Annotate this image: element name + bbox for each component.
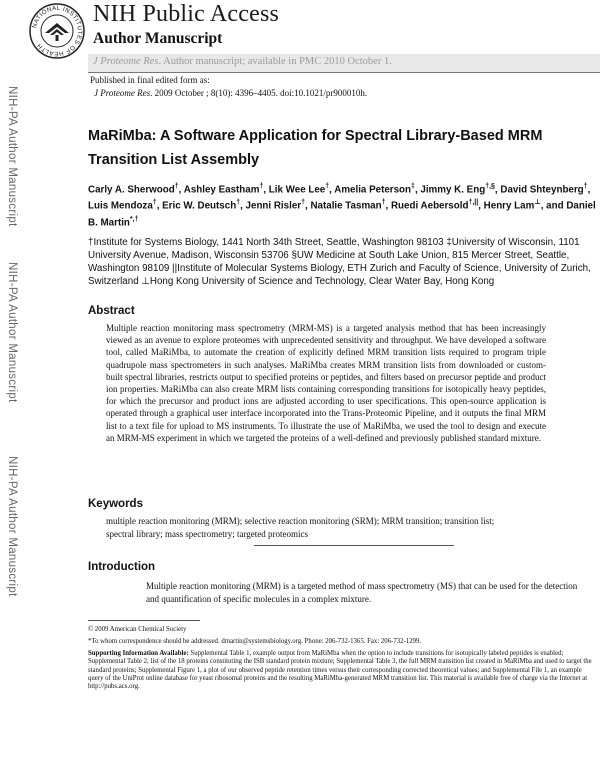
author-affiliation-marker: † [152,199,157,207]
author-name: Ashley Eastham [183,184,260,196]
keywords-heading: Keywords [88,498,143,510]
author-name: Daniel B. Martin [88,200,596,228]
supporting-info-label: Supporting Information Available: [88,650,189,657]
author-name: Lik Wee Lee [268,184,326,196]
author-affiliation-marker: *,† [129,215,139,223]
author-affiliation-marker: †,§ [485,183,495,190]
author-name: Luis Mendoza [88,200,153,212]
introduction-text: Multiple reaction monitoring (MRM) is a targeted method of mass spectrometry (MS) that can be used for the detection and quantification of specific molecules in a complex mixture. [146,581,578,604]
author-affiliation-marker: † [174,183,179,190]
author-name: Jenni Risler [245,200,302,212]
nih-seal-logo [28,2,86,60]
author-affiliation-marker: † [325,183,330,190]
citation-journal: J Proteome Res [94,88,151,98]
author-name: Eric W. Deutsch [162,200,237,212]
nih-public-access-title: NIH Public Access [93,1,280,27]
author-affiliation-marker: ‡ [411,183,415,190]
introduction-heading: Introduction [88,561,156,573]
affiliations: †Institute for Systems Biology, 1441 North 34th Street, Seattle, Washington 98103 ‡University of Wisconsin, 1101 University Avenue, Madison, Wisconsin 53706 §UW Medicine at South Lake Union, 815 Mercer Street, Seattle, Washington 98109 ||Institute of Molecular Systems Biology, ETH Zurich and Faculty of Science, University of Zurich, Switzerland ⊥Hong Kong University of Science and Technology, Clear Water Bay, Hong Kong [88,237,591,287]
author-name: Henry Lam [483,200,535,212]
citation-details: . 2009 October ; 8(10): 4396–4405. doi:10.1021/pr900010h. [150,88,368,98]
author-list: Carly A. Sherwood†, Ashley Eastham†, Lik Wee Lee†, Amelia Peterson‡, Jimmy K. Eng†,§, David Shteynberg†, Luis Mendoza†, Eric W. Deutsch†, Jenni Risler†, Natalie Tasman†, Ruedi Aebersold†,||, Henry Lam⊥, and Daniel B. Martin*,† [88,183,596,228]
author-affiliation-marker: † [381,199,386,207]
author-name: Carly A. Sherwood [88,184,175,196]
author-name: Jimmy K. Eng [420,184,486,196]
author-name: Natalie Tasman [310,200,382,212]
side-label-bottom: NIH-PA Author Manuscript [6,456,18,597]
author-manuscript-label: Author Manuscript [93,30,223,47]
author-affiliation-marker: † [259,183,264,190]
supporting-info-text: Supplemental Table 1, example output from MaRiMba when the option to include transitions for isotopically labeled peptides is enabled; Supplemental Table 2, list of the 18 proteins constituting the ISB standard protein mixture; Supplemental Table 3, the full MRM transition list created in MaRiMba and used to target the standard proteins; Supplemental Figure 1, a plot of our observed peptide retention times versus their corresponding corrected theoretical values; and Supplemental File 1, an example query of the UniProt online database for yeast ribosomal proteins and the resulting MaRiMba-generated MRM transition list. This material is available free of charge via the Internet at http://pubs.acs.org. [88,650,592,691]
author-affiliation-marker: † [583,183,588,190]
author-name: Amelia Peterson [334,184,412,196]
header-divider [88,72,600,73]
copyright-note: © 2009 American Chemical Society [88,626,187,633]
author-affiliation-marker: †,|| [468,199,479,207]
side-label-middle: NIH-PA Author Manuscript [6,262,18,403]
abstract-heading: Abstract [88,305,135,317]
paper-title: MaRiMba: A Software Application for Spectral Library-Based MRM Transition List Assembly [88,128,543,168]
citation-line [94,88,367,98]
keywords-divider [254,545,454,546]
published-label: Published in final edited form as: [90,75,210,85]
availability-bar [88,54,600,72]
author-name: Ruedi Aebersold [390,200,469,212]
supporting-info-note [88,650,598,691]
footnote-divider [88,620,200,621]
keywords-text: multiple reaction monitoring (MRM); selective reaction monitoring (SRM); MRM transition; transition list; spectral library; mass spectrometry; targeted proteomics [106,516,495,539]
author-affiliation-marker: † [236,199,241,207]
correspondence-note: *To whom correspondence should be addressed. dmartin@systemsbiology.org. Phone: 206-732-1365. Fax: 206-732-1299. [88,638,422,645]
author-affiliation-marker: ⊥ [534,199,541,207]
author-name: David Shteynberg [500,184,584,196]
availability-text: J Proteome Res. Author manuscript; available in PMC 2010 October 1. [93,56,392,67]
author-affiliation-marker: † [301,199,305,207]
abstract-text: Multiple reaction monitoring mass spectrometry (MRM-MS) is a targeted analysis method that has been increasingly viewed as an avenue to explore proteomes with unprecedented sensitivity and throughput. We have developed a software tool, called MaRiMba, to automate the creation of explicitly defined MRM transition lists required to program triple quadrupole mass spectrometers in such analyses. MaRiMba creates MRM transition lists from downloaded or custom-built spectral libraries, restricts output to specified proteins or peptides, and filters based on precursor peptide and product ion properties. MaRiMba can also create MRM lists containing corresponding transitions for isotopically heavy peptides, for which the precursor and product ions are adjusted according to user specifications. This open-source application is operated through a graphical user interface incorporated into the Trans-Proteomic Pipeline, and it outputs the final MRM list to a text file for upload to MS instruments. To illustrate the use of MaRiMba, we used the tool to design and execute an MRM-MS experiment in which we targeted the proteins of a well-defined and previously published standard mixture. [106,323,546,443]
svg-text:NATIONAL INSTITUTES OF HEALTH: NATIONAL INSTITUTES OF HEALTH [31,4,84,58]
side-label-top: NIH-PA Author Manuscript [6,86,18,227]
